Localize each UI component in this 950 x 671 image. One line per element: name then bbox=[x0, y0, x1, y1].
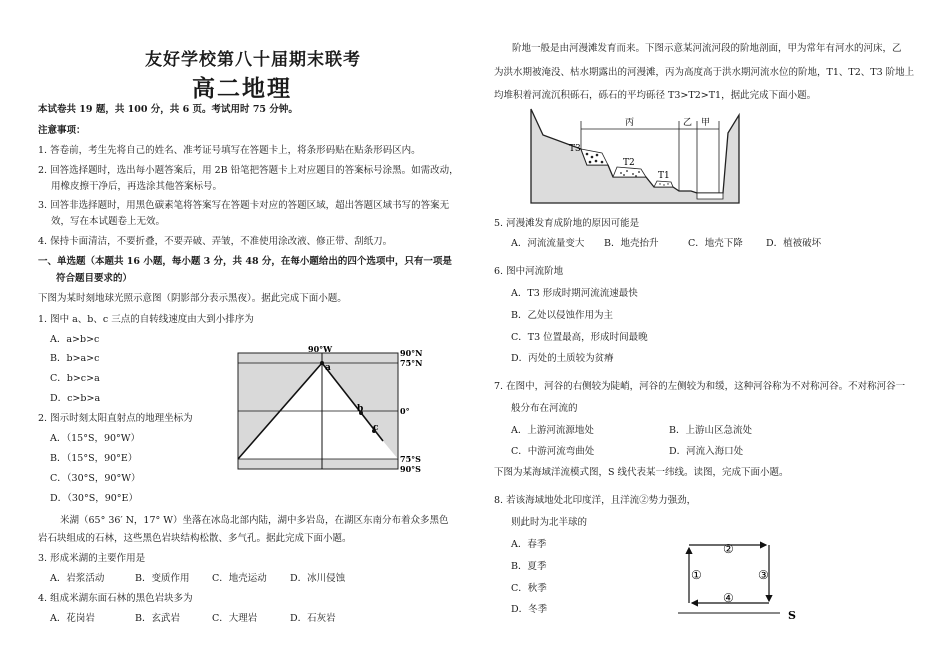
q3-option-b: B．变质作用 bbox=[135, 573, 190, 584]
q3-option-c: C．地壳运动 bbox=[212, 573, 267, 584]
label-c: c bbox=[373, 423, 379, 433]
q5-option-d: D．植被破坏 bbox=[766, 238, 822, 249]
question-7: 7. 在图中，河谷的右侧较为陡峭，河谷的左侧较为和缓，这种河谷称为不对称河谷。不对称河谷一 bbox=[494, 381, 906, 392]
q2-option-a: A．（15°S，90°W） bbox=[50, 433, 141, 444]
q6-option-a: A．T3 形成时期河流流速最快 bbox=[511, 288, 638, 299]
label-t3: T3 bbox=[569, 144, 581, 154]
q8-option-d: D．冬季 bbox=[511, 604, 548, 615]
question-4: 4. 组成米湖东面石林的黑色岩块多为 bbox=[38, 593, 193, 604]
stem-1: 下图为某时刻地球光照示意图（阴影部分表示黑夜）。据此完成下面小题。 bbox=[38, 293, 347, 304]
note-4: 4. 保持卡面清洁，不要折叠，不要弄破、弄皱，不准使用涂改液、修正带、刮纸刀。 bbox=[38, 236, 393, 247]
t2-deposit bbox=[613, 167, 646, 177]
q8-option-a: A．春季 bbox=[511, 539, 547, 550]
question-8-cont: 则此时为北半球的 bbox=[511, 517, 588, 528]
q7-option-c: C．中游河流弯曲处 bbox=[511, 446, 595, 457]
stem-3-cont-1: 为洪水期被淹没、枯水期露出的河漫滩，丙为高度高于洪水期河流水位的阶地，T1、T2、T3 阶地上 bbox=[494, 67, 915, 78]
question-7-cont: 般分布在河流的 bbox=[511, 403, 578, 414]
note-1: 1. 答卷前，考生先将自己的姓名、准考证号填写在答题卡上，将条形码贴在贴条形码区内。 bbox=[38, 145, 421, 156]
q4-option-d: D．石灰岩 bbox=[290, 613, 336, 624]
q3-option-d: D．冰川侵蚀 bbox=[290, 573, 346, 584]
q8-option-b: B．夏季 bbox=[511, 561, 547, 572]
q3-option-a: A．岩浆活动 bbox=[50, 573, 105, 584]
question-2: 2. 图示时刻太阳直射点的地理坐标为 bbox=[38, 413, 193, 424]
notes-title: 注意事项： bbox=[38, 125, 86, 136]
q5-option-c: C．地壳下降 bbox=[688, 238, 743, 249]
label-t1: T1 bbox=[658, 171, 670, 181]
label-90w: 90°W bbox=[308, 344, 333, 354]
note-3-cont: 效，写在本试题卷上无效。 bbox=[51, 216, 166, 227]
section-title: 一、单选题（本题共 16 小题，每小题 3 分，共 48 分，在每小题给出的四个选项中，只有一项是 bbox=[38, 256, 452, 267]
label-90s: 90°S bbox=[400, 464, 421, 474]
note-2: 2. 回答选择题时，选出每小题答案后，用 2B 铅笔把答题卡上对应题目的答案标号涂黑。如需改动， bbox=[38, 165, 459, 176]
q5-option-a: A．河流流量变大 bbox=[511, 238, 585, 249]
stem-2-cont: 岩石块组成的石林，这些黑色岩块结构松散、多气孔。据此完成下面小题。 bbox=[38, 533, 352, 544]
question-3: 3. 形成米湖的主要作用是 bbox=[38, 553, 146, 564]
label-current-2: ② bbox=[723, 542, 734, 556]
q6-option-d: D．丙处的土质较为贫瘠 bbox=[511, 353, 614, 364]
school-title: 友好学校第八十届期末联考 bbox=[145, 50, 361, 70]
q6-option-b: B．乙处以侵蚀作用为主 bbox=[511, 310, 613, 321]
section-title-cont: 符合题目要求的） bbox=[56, 273, 133, 284]
label-equator: 0° bbox=[400, 406, 410, 416]
q4-option-a: A．花岗岩 bbox=[50, 613, 95, 624]
q1-option-b: B．b>a>c bbox=[50, 353, 100, 364]
label-90n: 90°N bbox=[400, 348, 423, 358]
stem-2: 米湖（65° 36′ N，17° W）坐落在冰岛北部内陆，湖中多岩岛，在湖区东南分布着众多黑色 bbox=[60, 515, 449, 526]
stem-4: 下图为某海域洋流模式图，S 线代表某一纬线。读图，完成下面小题。 bbox=[494, 467, 789, 478]
q1-option-a: A．a>b>c bbox=[50, 334, 100, 345]
note-2-cont: 用橡皮擦干净后，再选涂其他答案标号。 bbox=[51, 181, 223, 192]
q5-option-b: B．地壳抬升 bbox=[604, 238, 659, 249]
label-s: S bbox=[788, 609, 796, 622]
exam-summary: 本试卷共 19 题，共 100 分，共 6 页。考试用时 75 分钟。 bbox=[38, 104, 298, 115]
q6-option-c: C．T3 位置最高，形成时间最晚 bbox=[511, 332, 648, 343]
t1-deposit bbox=[654, 181, 673, 187]
river-water bbox=[697, 193, 723, 199]
q2-option-c: C．（30°S，90°W） bbox=[50, 473, 141, 484]
illumination-diagram bbox=[230, 343, 430, 475]
label-75n: 75°N bbox=[400, 358, 423, 368]
label-current-1: ① bbox=[691, 568, 702, 582]
question-1: 1. 图中 a、b、c 三点的自转线速度由大到小排序为 bbox=[38, 314, 254, 325]
label-current-3: ③ bbox=[758, 568, 769, 582]
point-a bbox=[320, 361, 324, 365]
question-6: 6. 图中河流阶地 bbox=[494, 266, 564, 277]
stem-3: 阶地一般是由河漫滩发育而来。下图示意某河流河段的阶地剖面，甲为常年有河水的河床，乙 bbox=[512, 43, 902, 54]
q1-option-d: D．c>b>a bbox=[50, 393, 101, 404]
label-75s: 75°S bbox=[400, 454, 421, 464]
q7-option-a: A．上游河流源地处 bbox=[511, 425, 594, 436]
q7-option-d: D．河流入海口处 bbox=[669, 446, 744, 457]
label-a: a bbox=[325, 363, 331, 373]
q4-option-b: B．玄武岩 bbox=[135, 613, 180, 624]
terrace-profile-diagram bbox=[523, 107, 747, 207]
label-b: b bbox=[357, 404, 364, 414]
label-yi: 乙 bbox=[683, 118, 693, 128]
question-8: 8. 若该海域地处北印度洋，且洋流②势力强劲， bbox=[494, 495, 697, 506]
note-3: 3. 回答非选择题时，用黑色碳素笔将答案写在答题卡对应的答题区域，超出答题区域书写的答案无 bbox=[38, 200, 450, 211]
label-current-4: ④ bbox=[723, 591, 734, 605]
q7-option-b: B．上游山区急流处 bbox=[669, 425, 752, 436]
question-5: 5. 河漫滩发育成阶地的原因可能是 bbox=[494, 218, 640, 229]
q1-option-c: C．b>c>a bbox=[50, 373, 100, 384]
q4-option-c: C．大理岩 bbox=[212, 613, 258, 624]
stem-3-cont-2: 均堆积着河流沉积砾石，砾石的平均砾径 T3>T2>T1，据此完成下面小题。 bbox=[494, 90, 817, 101]
ocean-current-diagram bbox=[672, 537, 802, 622]
q8-option-c: C．秋季 bbox=[511, 583, 547, 594]
label-bing: 丙 bbox=[625, 118, 635, 128]
q2-option-d: D．（30°S，90°E） bbox=[50, 493, 138, 504]
subject-title: 高二地理 bbox=[192, 75, 292, 102]
label-jia: 甲 bbox=[701, 118, 711, 128]
label-t2: T2 bbox=[623, 158, 635, 168]
q2-option-b: B．（15°S，90°E） bbox=[50, 453, 138, 464]
